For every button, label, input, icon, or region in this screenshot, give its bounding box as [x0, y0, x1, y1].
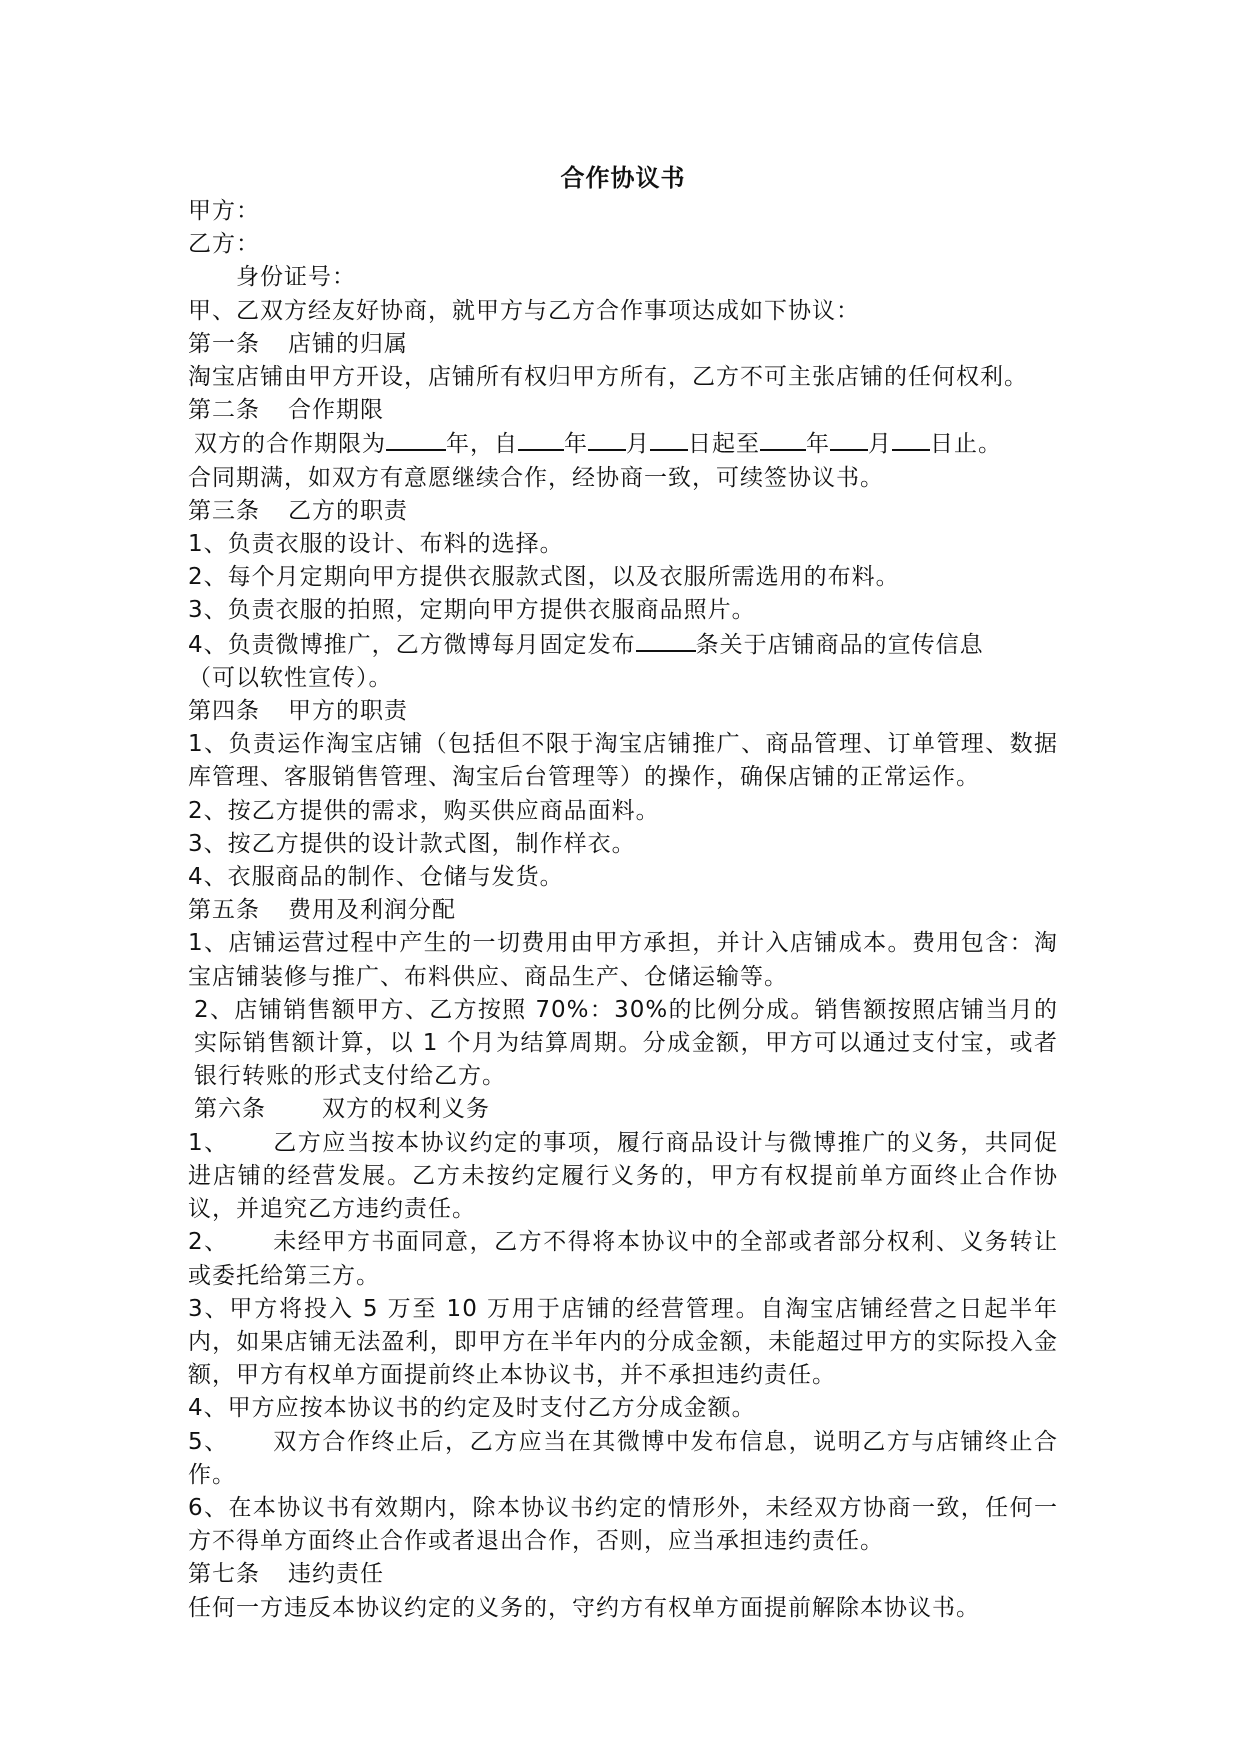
list-item: 3、负责衣服的拍照，定期向甲方提供衣服商品照片。 [188, 597, 756, 624]
list-item: 3、甲方将投入 5 万至 10 万用于店铺的经营管理。自淘宝店铺经营之日起半年内，如果店铺无法盈利，即甲方在半年内的分成金额，未能超过甲方的实际投入金额，甲方有权单方面提前终止本协议书，并不承担违约责任。 [188, 1295, 1058, 1389]
article-6-heading [188, 1093, 1058, 1126]
list-item: 2、每个月定期向甲方提供衣服款式图，以及衣服所需选用的布料。 [188, 564, 900, 591]
document-page [188, 162, 1058, 1625]
list-item: 4、甲方应按本协议书的约定及时支付乙方分成金额。 [188, 1395, 756, 1422]
blank-end-day [892, 427, 930, 451]
article-title: 违约责任 [288, 1561, 384, 1588]
list-item: 5、 双方合作终止后，乙方应当在其微博中发布信息，说明乙方与店铺终止合作。 [188, 1428, 1058, 1488]
article-number: 第三条 [188, 497, 260, 524]
article-number: 第四条 [188, 698, 260, 725]
list-item: 2、店铺销售额甲方、乙方按照 70%：30%的比例分成。销售额按照店铺当月的实际销售额计算，以 1 个月为结算周期。分成金额，甲方可以通过支付宝，或者银行转账的形式支付给乙方。 [194, 996, 1058, 1090]
blank-end-month [830, 427, 868, 451]
article-number: 第二条 [188, 397, 260, 424]
article-2-heading [188, 394, 1058, 427]
party-b-field: 乙方： [188, 231, 260, 258]
list-item: 4、衣服商品的制作、仓储与发货。 [188, 864, 564, 891]
party-a-field: 甲方： [188, 198, 260, 224]
list-item: 6、在本协议书有效期内，除本协议书约定的情形外，未经双方协商一致，任何一方不得单方面终止合作或者退出合作，否则，应当承担违约责任。 [188, 1494, 1058, 1555]
article-1-heading [188, 328, 1058, 361]
article-4-heading [188, 695, 1058, 728]
list-item: 3、按乙方提供的设计款式图，制作样衣。 [188, 830, 636, 857]
article-number: 第一条 [188, 330, 260, 357]
article-number: 第七条 [188, 1561, 260, 1588]
blank-start-year [518, 427, 564, 451]
article-title: 双方的权利义务 [322, 1096, 490, 1123]
article-2-paragraph: 合同期满，如双方有意愿继续合作，经协商一致，可续签协议书。 [188, 464, 884, 491]
id-number-field: 身份证号： [236, 264, 356, 291]
article-title: 甲方的职责 [288, 698, 408, 725]
list-item-continuation: （可以软性宣传）。 [188, 664, 393, 691]
article-7-paragraph: 任何一方违反本协议约定的义务的，守约方有权单方面提前解除本协议书。 [188, 1594, 980, 1621]
list-item: 1、 乙方应当按本协议约定的事项，履行商品设计与微博推广的义务，共同促进店铺的经营发展。乙方未按约定履行义务的，甲方有权提前单方面终止合作协议，并追究乙方违约责任。 [188, 1129, 1058, 1223]
document-title: 合作协议书 [560, 164, 686, 192]
article-7-heading [188, 1558, 1058, 1591]
article-number: 第六条 [194, 1096, 266, 1123]
blank-start-day [650, 427, 688, 451]
blank-years [386, 427, 446, 451]
term-period-line: 双方的合作期限为 年，自 年 月 日起至 年 月 日止。 [188, 427, 1058, 461]
article-title: 费用及利润分配 [288, 897, 456, 924]
blank-start-month [588, 427, 626, 451]
list-item: 1、店铺运营过程中产生的一切费用由甲方承担，并计入店铺成本。费用包含：淘宝店铺装修与推广、布料供应、商品生产、仓储运输等。 [188, 930, 1058, 990]
article-1-paragraph: 淘宝店铺由甲方开设，店铺所有权归甲方所有，乙方不可主张店铺的任何权利。 [188, 364, 1028, 391]
blank-end-year [760, 427, 806, 451]
article-number: 第五条 [188, 897, 260, 924]
list-item: 1、负责运作淘宝店铺（包括但不限于淘宝店铺推广、商品管理、订单管理、数据库管理、客服销售管理、淘宝后台管理等）的操作，确保店铺的正常运作。 [188, 731, 1058, 791]
list-item: 1、负责衣服的设计、布料的选择。 [188, 531, 564, 558]
article-3-heading [188, 495, 1058, 528]
article-title: 店铺的归属 [288, 330, 408, 357]
blank-post-count [636, 628, 696, 652]
list-item: 2、按乙方提供的需求，购买供应商品面料。 [188, 797, 660, 824]
list-item: 4、负责微博推广，乙方微博每月固定发布 条关于店铺商品的宣传信息 [188, 628, 1058, 662]
list-item: 2、 未经甲方书面同意，乙方不得将本协议中的全部或者部分权利、义务转让或委托给第三方。 [188, 1229, 1058, 1289]
article-title: 乙方的职责 [288, 497, 408, 524]
intro-paragraph: 甲、乙双方经友好协商，就甲方与乙方合作事项达成如下协议： [188, 297, 860, 324]
article-5-heading [188, 894, 1058, 927]
article-title: 合作期限 [288, 397, 384, 424]
